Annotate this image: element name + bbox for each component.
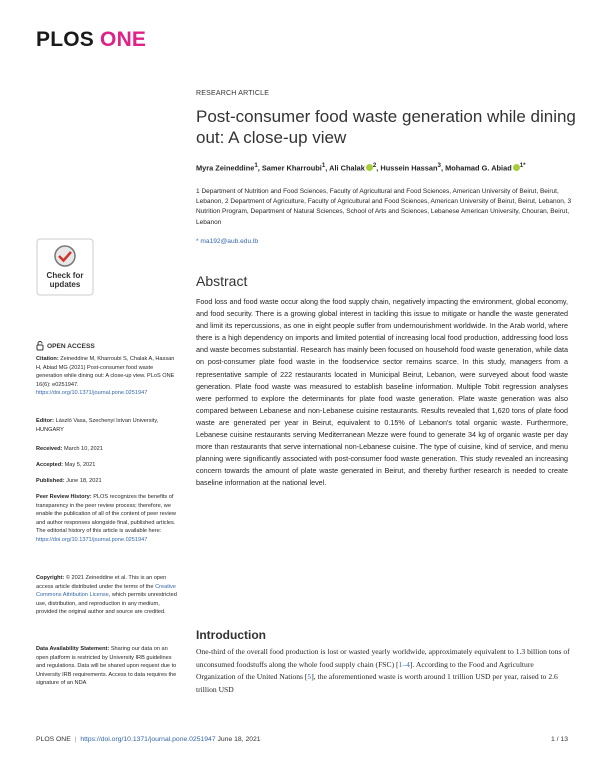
- license-link[interactable]: Creative Commons Attribution License: [36, 583, 176, 599]
- citation-doi-link[interactable]: https://doi.org/10.1371/journal.pone.0251947: [36, 390, 148, 397]
- open-access-text: OPEN ACCESS: [47, 342, 95, 350]
- corresponding-marker: *: [196, 238, 199, 245]
- affiliation-number: 1: [196, 188, 200, 195]
- received-block: [36, 445, 178, 454]
- affiliation-number: 3: [567, 198, 572, 206]
- peer-review-label: Peer Review History:: [36, 494, 92, 500]
- editor-text: László Vasa, Szechenyi Istvan University, HUNGARY: [36, 418, 159, 433]
- article-type: RESEARCH ARTICLE: [196, 90, 270, 97]
- check-for-updates-icon[interactable]: [36, 238, 94, 296]
- introduction-heading: Introduction: [196, 628, 266, 642]
- intro-text-part: One-third of the overall food production is lost or wasted yearly worldwide, approximately equivalent to 1.3 billion tons of unconsumed foodstuffs along the whole food supply chain (FSC) [: [196, 647, 570, 669]
- accepted-block: [36, 461, 178, 470]
- abstract-text: Food loss and food waste occur along the food supply chain, negatively impacting the environment, global economy, and food security. There is a growing global interest in tackling this issue to mitigate or handle the waste generated and limit its repercussions, as one in eight people suffer from undernourishment worldwide. In the Arab world, where there is a high dependency on imports and limited potential of increasing local food production, addressing food loss and waste becomes substantial. Research has mainly been focused on household food waste generation, while data on post-consumer plate food waste in the foodservice sector remains scarce. In this study, managers from a representative sample of 222 restaurants located in Municipal Beirut, Lebanon, were surveyed about food waste generation. Plate food waste was measured to establish baseline information. Multiple Tobit regression analyses were performed to explore the determinants for plate food waste generation. Plate waste generation was also compared between Lebanese and non-Lebanese cuisine restaurants. Results revealed that 1,620 tons of plate food waste are generated per year in Beirut, equivalent to 0.15% of Lebanon's total organic waste. Furthermore, Lebanese cuisine restaurants serving Mediterranean Mezze were found to generate 34 kg of organic waste per day more than restaurants that serve international non-Lebanese cuisine. The type of cuisine, kind of service, and menu planning were significantly associated with post-consumer food waste generation. This study revealed an increasing concern towards the amount of plate waste generated in Beirut, and thereby further research is needed to create baseline information at the national level.: [196, 297, 568, 488]
- copyright-text: , which permits unrestricted use, distribution, and reproduction in any medium, provided the original author and source are credited.: [36, 592, 177, 616]
- published-date: June 18, 2021: [66, 478, 102, 484]
- citation-block: [36, 355, 178, 398]
- email-link[interactable]: ma192@aub.edu.lb: [200, 238, 259, 245]
- affiliation-number: 2: [224, 198, 229, 206]
- author-affiliation-marker: 2: [372, 162, 377, 169]
- abstract-heading: Abstract: [196, 273, 248, 289]
- peer-review-text: PLOS recognizes the benefits of transparency in the peer review process; therefore, we enable the publication of all of the content of peer review and author responses alongside final, published articles. The editorial history of this article is available here:: [36, 494, 176, 535]
- author-affiliation-marker: 1: [254, 162, 258, 169]
- data-availability-text: Sharing our data on an open platform is restricted by University IRB guidelines and regulations. Data will be shared upon request due to University IRB requirements. Access to data requires the signature of an NDA: [36, 646, 177, 687]
- author-name[interactable]: Ali Chalak: [329, 163, 365, 173]
- journal-logo-one: ONE: [100, 28, 147, 51]
- journal-logo: [36, 29, 146, 50]
- author-affiliation-marker: 3: [437, 162, 441, 169]
- affiliation-text: Department of Nutrition and Food Sciences, Faculty of Agricultural and Food Sciences, American University of Beirut, Beirut, Lebanon,: [196, 188, 559, 206]
- reference-link[interactable]: 5: [307, 672, 312, 682]
- received-date: March 10, 2021: [64, 446, 103, 452]
- received-label: Received:: [36, 446, 63, 452]
- journal-logo-plos: PLOS: [36, 28, 94, 51]
- accepted-label: Accepted:: [36, 462, 64, 468]
- orcid-icon[interactable]: [513, 164, 520, 171]
- author-list: Myra Zeineddine$^1$, Samer Kharroubi$^1$, Ali Chalak $^2$, Hussein Hassan$^3$, Mohamad G. Abiad $^{1*}$: [196, 162, 526, 173]
- badge-line2: updates: [49, 280, 81, 289]
- article-title: Post-consumer food waste generation while dining out: A close-up view: [196, 107, 576, 147]
- peer-review-block: [36, 493, 178, 545]
- data-availability-label: Data Availability Statement:: [36, 646, 110, 652]
- unlock-icon: [36, 341, 44, 351]
- copyright-text: © 2021 Zeineddine et al. This is an open access article distributed under the terms of the: [36, 575, 167, 590]
- corresponding-email: [196, 238, 258, 245]
- editor-label: Editor:: [36, 418, 55, 424]
- page-footer: [36, 736, 568, 743]
- peer-review-link[interactable]: https://doi.org/10.1371/journal.pone.0251947: [36, 536, 148, 543]
- affiliation-text: Department of Agriculture, Faculty of Agricultural and Food Sciences, American University of Beirut, Beirut, Lebanon,: [230, 198, 566, 206]
- affiliation-text: Nutrition Program, Department of Natural Sciences, School of Arts and Sciences, Lebanese American University, Chouran, Beirut, Lebanon: [196, 208, 570, 226]
- editor-block: [36, 417, 178, 434]
- reference-link[interactable]: 1–4: [398, 659, 410, 669]
- copyright-block: [36, 574, 178, 617]
- accepted-date: May 5, 2021: [64, 462, 96, 468]
- author-affiliation-marker: 1: [321, 162, 326, 169]
- citation-label: Citation:: [36, 356, 59, 362]
- footer-doi-link[interactable]: https://doi.org/10.1371/journal.pone.0251947: [80, 736, 216, 743]
- introduction-text: [196, 646, 571, 696]
- author-name[interactable]: Mohamad G. Abiad: [445, 163, 512, 173]
- intro-text-part: ], the aforementioned waste is worth around 1 trillion USD per year, raised to 2.6 trillion USD: [196, 672, 558, 694]
- data-availability-block: [36, 645, 178, 688]
- open-access-label: [36, 341, 95, 351]
- orcid-icon[interactable]: [366, 164, 373, 171]
- badge-line1: Check for: [46, 271, 84, 280]
- author-name[interactable]: Samer Kharroubi: [261, 163, 322, 173]
- author-name[interactable]: Hussein Hassan: [380, 163, 438, 173]
- footer-journal: PLOS ONE: [36, 736, 71, 743]
- published-block: [36, 477, 178, 486]
- published-label: Published:: [36, 478, 65, 484]
- author-name[interactable]: Myra Zeineddine: [196, 163, 255, 173]
- footer-separator: |: [74, 736, 77, 743]
- footer-left: [36, 736, 261, 743]
- citation-text: Zeineddine M, Kharroubi S, Chalak A, Hassan H, Abiad MG (2021) Post-consumer food waste generation while dining out: A close-up view. PLoS ONE 16(6): e0251947.: [36, 356, 175, 388]
- footer-date: June 18, 2021: [217, 736, 261, 743]
- author-affiliation-marker: 1*: [519, 162, 526, 169]
- affiliations: [196, 187, 574, 228]
- page-number: 1 / 13: [550, 736, 568, 743]
- intro-text-part: ]. According to the Food and Agriculture Organization of the United Nations [: [196, 659, 534, 682]
- copyright-label: Copyright:: [36, 575, 65, 581]
